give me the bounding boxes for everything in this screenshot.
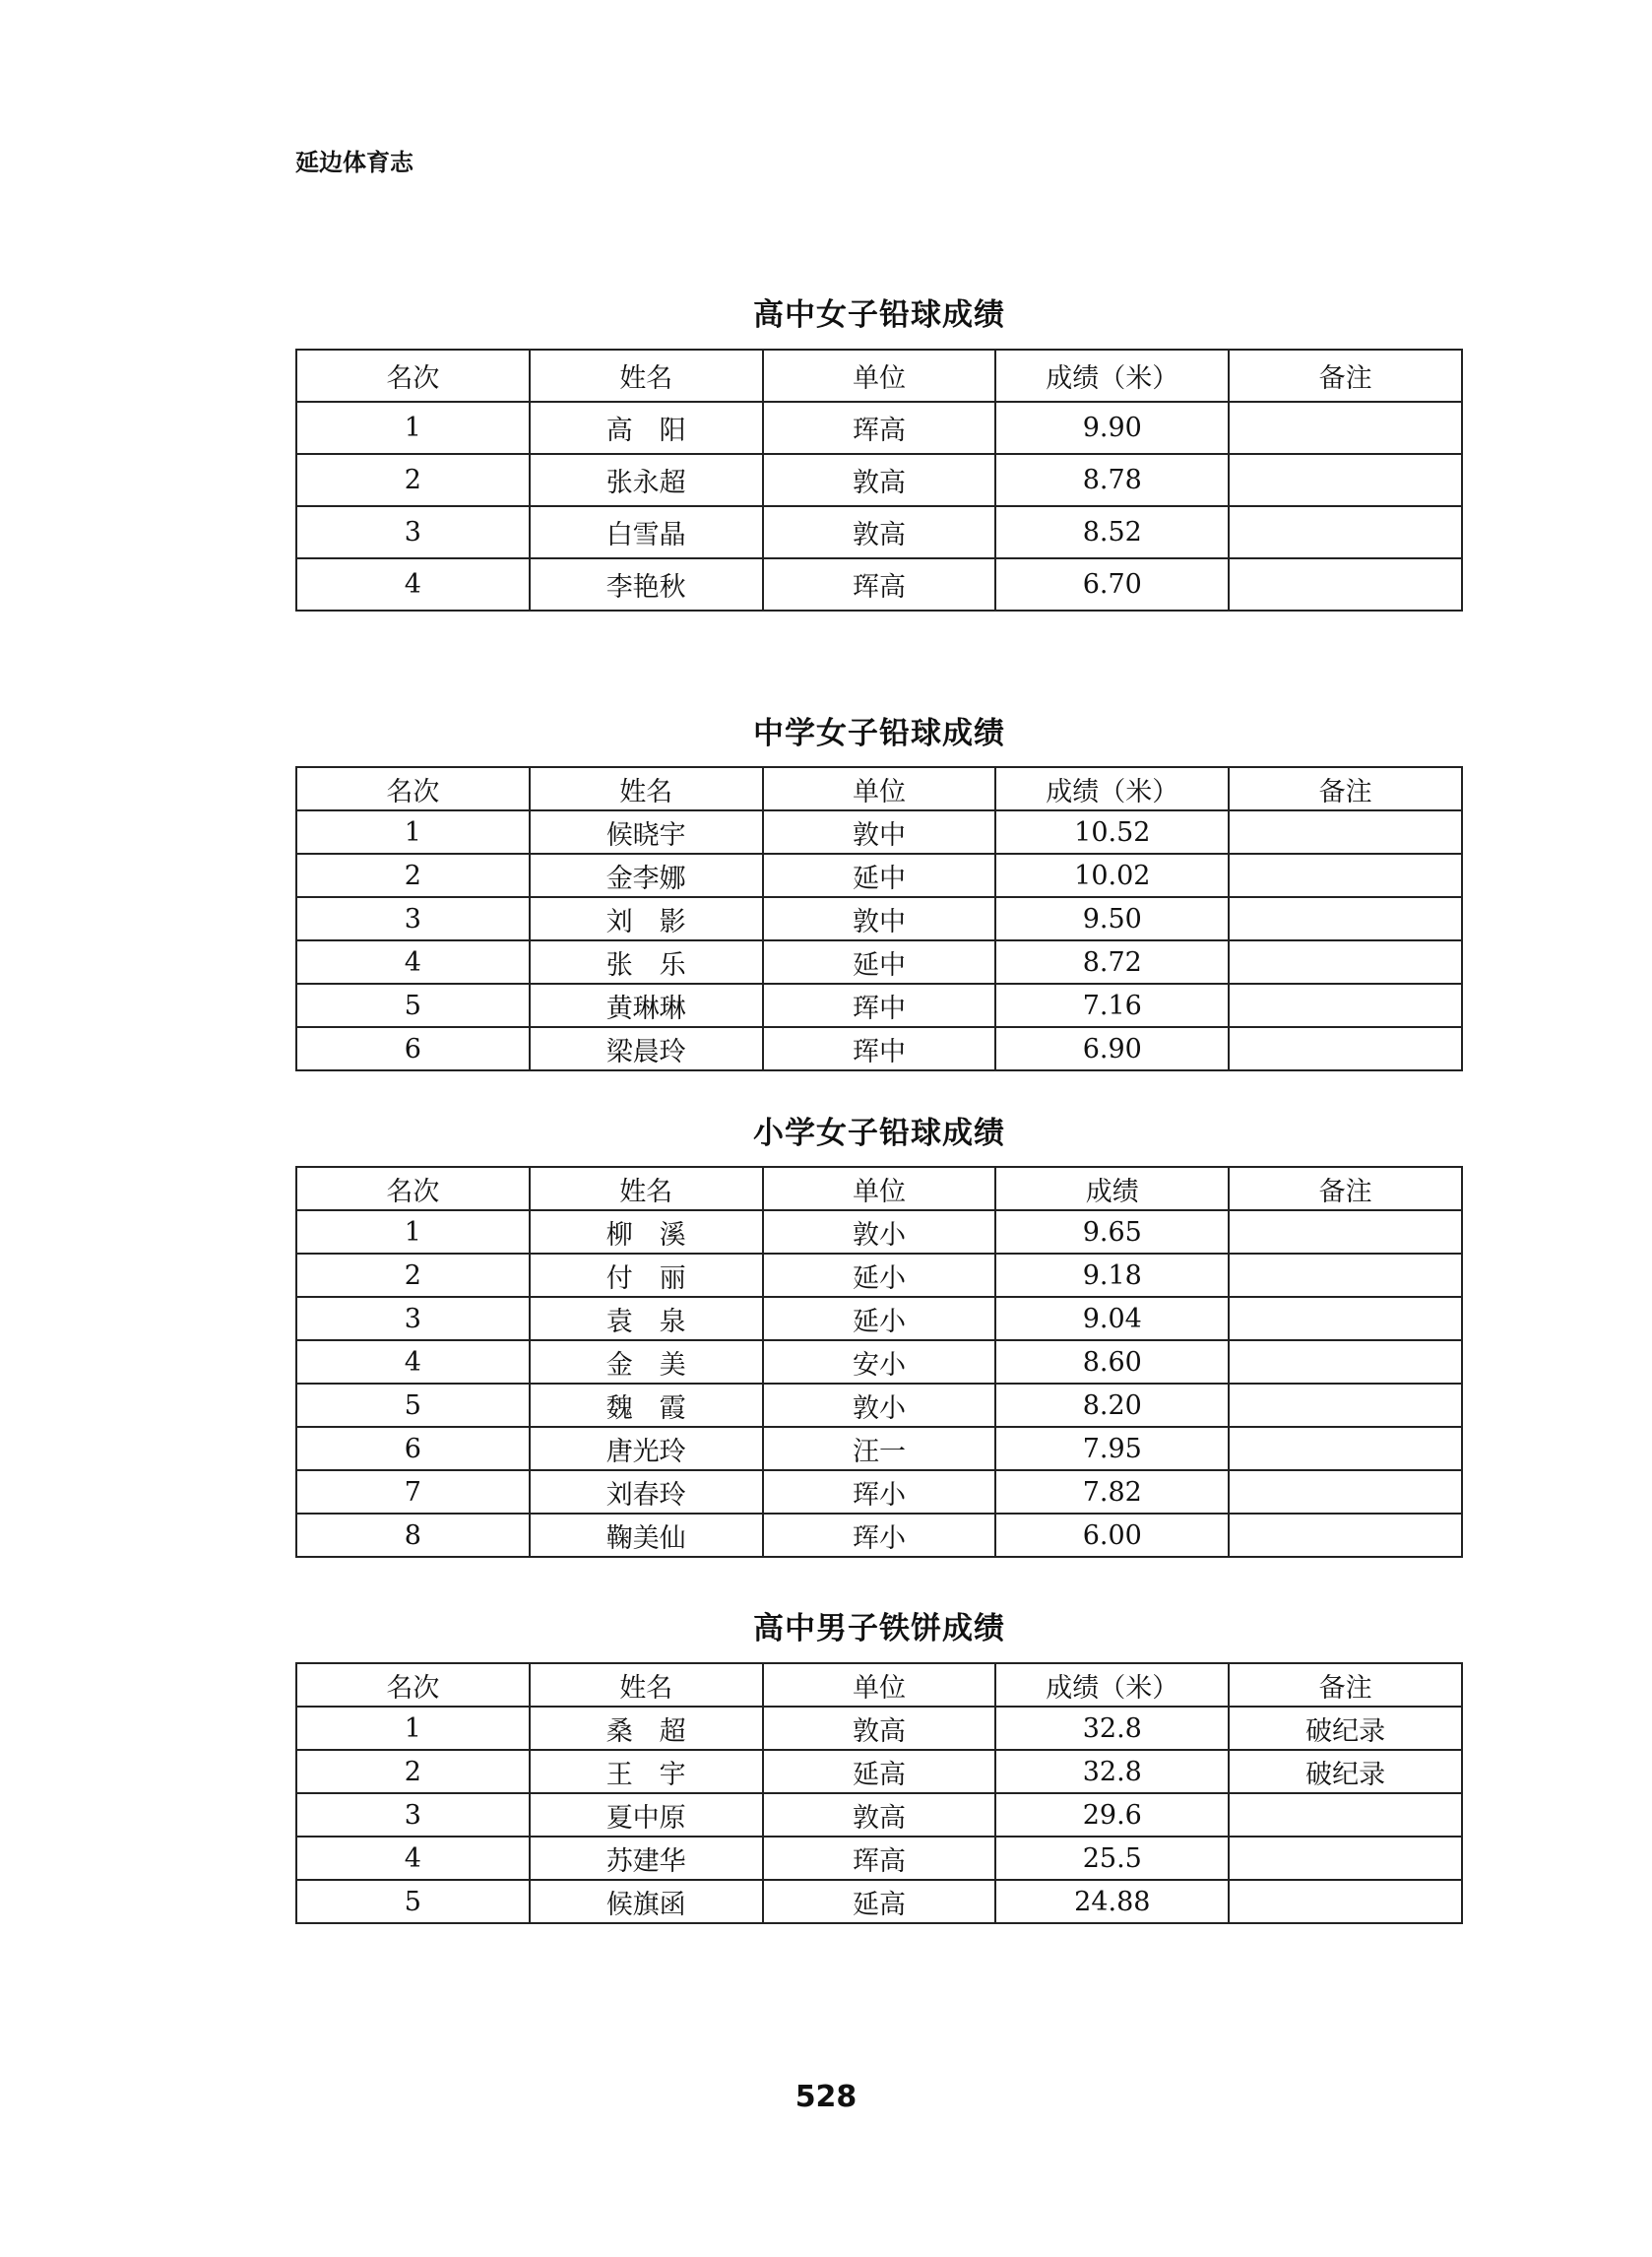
table-cell: 付 丽 [530, 1254, 763, 1297]
table-cell: 珲小 [763, 1470, 996, 1514]
table-cell: 8.60 [995, 1340, 1229, 1384]
table-header-row [296, 767, 1462, 810]
table-cell [1229, 984, 1462, 1027]
table-cell: 4 [296, 1837, 530, 1880]
table-cell: 金 美 [530, 1340, 763, 1384]
table-cell: 汪一 [763, 1427, 996, 1470]
table-cell: 延中 [763, 940, 996, 984]
table-cell: 9.65 [995, 1210, 1229, 1254]
table-cell [1229, 1254, 1462, 1297]
table-cell: 安小 [763, 1340, 996, 1384]
table-cell: 24.88 [995, 1880, 1229, 1923]
table-row [296, 454, 1462, 506]
table-cell: 敦小 [763, 1210, 996, 1254]
table-cell: 黄琳琳 [530, 984, 763, 1027]
table-cell: 6.70 [995, 558, 1229, 611]
table-row [296, 1384, 1462, 1427]
table-cell: 5 [296, 1384, 530, 1427]
table-cell: 2 [296, 1750, 530, 1793]
section-title-2: 中学女子铅球成绩 [753, 716, 1005, 751]
table-cell: 金李娜 [530, 854, 763, 897]
page-number: 528 [794, 2080, 858, 2114]
table-cell: 1 [296, 402, 530, 454]
table-row [296, 1793, 1462, 1837]
table-cell: 珲中 [763, 984, 996, 1027]
table-row [296, 940, 1462, 984]
column-header: 姓名 [530, 350, 763, 402]
table-cell: 王 宇 [530, 1750, 763, 1793]
table-row [296, 897, 1462, 940]
table-cell: 珲中 [763, 1027, 996, 1070]
table-cell: 29.6 [995, 1793, 1229, 1837]
table-cell: 柳 溪 [530, 1210, 763, 1254]
table-cell [1229, 1384, 1462, 1427]
table-header-row [296, 1167, 1462, 1210]
table-cell: 鞠美仙 [530, 1514, 763, 1557]
column-header: 备注 [1229, 1167, 1462, 1210]
results-table-3 [295, 1166, 1463, 1558]
table-cell: 6 [296, 1427, 530, 1470]
table-cell: 李艳秋 [530, 558, 763, 611]
table-cell: 候旗函 [530, 1880, 763, 1923]
table-row [296, 558, 1462, 611]
table-cell: 敦中 [763, 810, 996, 854]
table-cell [1229, 506, 1462, 558]
column-header: 备注 [1229, 767, 1462, 810]
table-cell: 刘春玲 [530, 1470, 763, 1514]
table-row [296, 810, 1462, 854]
table-cell: 10.02 [995, 854, 1229, 897]
table-cell: 5 [296, 984, 530, 1027]
table-row [296, 1427, 1462, 1470]
table-cell [1229, 1514, 1462, 1557]
table-cell: 珲小 [763, 1514, 996, 1557]
table-row [296, 402, 1462, 454]
table-cell [1229, 402, 1462, 454]
column-header: 成绩（米） [995, 1663, 1229, 1707]
column-header: 单位 [763, 1167, 996, 1210]
table-row [296, 506, 1462, 558]
column-header: 单位 [763, 1663, 996, 1707]
table-cell: 1 [296, 1707, 530, 1750]
section-title-4: 高中男子铁饼成绩 [753, 1611, 1005, 1646]
table-cell: 8 [296, 1514, 530, 1557]
table-cell: 4 [296, 940, 530, 984]
table-cell: 敦中 [763, 897, 996, 940]
table-cell: 7 [296, 1470, 530, 1514]
table-cell: 3 [296, 506, 530, 558]
table-row [296, 984, 1462, 1027]
table-cell: 敦高 [763, 454, 996, 506]
table-cell: 6.00 [995, 1514, 1229, 1557]
table-cell: 32.8 [995, 1707, 1229, 1750]
results-table-2 [295, 766, 1463, 1071]
table-cell [1229, 1427, 1462, 1470]
table-row [296, 1514, 1462, 1557]
table-cell: 敦高 [763, 1793, 996, 1837]
table-cell: 珲高 [763, 558, 996, 611]
table-cell: 刘 影 [530, 897, 763, 940]
table-header-row [296, 350, 1462, 402]
table-row [296, 1340, 1462, 1384]
table-row [296, 1254, 1462, 1297]
table-cell: 7.82 [995, 1470, 1229, 1514]
table-cell: 1 [296, 1210, 530, 1254]
running-header: 延边体育志 [295, 149, 413, 176]
table-cell [1229, 897, 1462, 940]
table-row [296, 854, 1462, 897]
table-header-row [296, 1663, 1462, 1707]
table-cell: 延小 [763, 1297, 996, 1340]
table-cell: 敦高 [763, 506, 996, 558]
table-cell: 2 [296, 1254, 530, 1297]
table-row [296, 1880, 1462, 1923]
column-header: 备注 [1229, 1663, 1462, 1707]
table-cell: 夏中原 [530, 1793, 763, 1837]
column-header: 成绩 [995, 1167, 1229, 1210]
section-title-1: 高中女子铅球成绩 [753, 297, 1005, 333]
table-row [296, 1837, 1462, 1880]
table-cell: 8.72 [995, 940, 1229, 984]
table-row [296, 1470, 1462, 1514]
table-cell [1229, 558, 1462, 611]
table-cell [1229, 1880, 1462, 1923]
table-cell: 1 [296, 810, 530, 854]
table-cell: 候晓宇 [530, 810, 763, 854]
table-cell: 3 [296, 1793, 530, 1837]
table-cell: 白雪晶 [530, 506, 763, 558]
table-cell: 4 [296, 558, 530, 611]
table-cell: 6.90 [995, 1027, 1229, 1070]
table-cell: 8.20 [995, 1384, 1229, 1427]
table-cell: 唐光玲 [530, 1427, 763, 1470]
table-cell: 25.5 [995, 1837, 1229, 1880]
table-cell: 张永超 [530, 454, 763, 506]
table-cell: 3 [296, 1297, 530, 1340]
table-cell: 延高 [763, 1880, 996, 1923]
results-table-4 [295, 1662, 1463, 1924]
column-header: 名次 [296, 767, 530, 810]
table-cell: 9.90 [995, 402, 1229, 454]
table-cell [1229, 1297, 1462, 1340]
table-row [296, 1707, 1462, 1750]
table-cell: 延中 [763, 854, 996, 897]
table-cell: 7.95 [995, 1427, 1229, 1470]
table-cell: 袁 泉 [530, 1297, 763, 1340]
table-cell: 魏 霞 [530, 1384, 763, 1427]
table-cell: 8.78 [995, 454, 1229, 506]
table-cell: 5 [296, 1880, 530, 1923]
table-cell [1229, 1837, 1462, 1880]
column-header: 成绩（米） [995, 350, 1229, 402]
table-cell: 7.16 [995, 984, 1229, 1027]
table-cell: 延小 [763, 1254, 996, 1297]
column-header: 单位 [763, 350, 996, 402]
column-header: 名次 [296, 1167, 530, 1210]
table-cell [1229, 854, 1462, 897]
table-cell: 2 [296, 454, 530, 506]
table-cell: 破纪录 [1229, 1750, 1462, 1793]
table-row [296, 1210, 1462, 1254]
column-header: 名次 [296, 1663, 530, 1707]
table-cell: 敦高 [763, 1707, 996, 1750]
table-cell: 9.50 [995, 897, 1229, 940]
table-cell: 3 [296, 897, 530, 940]
table-cell: 张 乐 [530, 940, 763, 984]
column-header: 姓名 [530, 767, 763, 810]
table-cell: 6 [296, 1027, 530, 1070]
table-cell: 32.8 [995, 1750, 1229, 1793]
column-header: 姓名 [530, 1663, 763, 1707]
table-row [296, 1027, 1462, 1070]
column-header: 成绩（米） [995, 767, 1229, 810]
column-header: 备注 [1229, 350, 1462, 402]
table-cell [1229, 1793, 1462, 1837]
results-table-1 [295, 349, 1463, 612]
column-header: 单位 [763, 767, 996, 810]
table-cell: 2 [296, 854, 530, 897]
table-cell [1229, 810, 1462, 854]
column-header: 姓名 [530, 1167, 763, 1210]
table-cell [1229, 454, 1462, 506]
table-cell: 高 阳 [530, 402, 763, 454]
table-cell: 10.52 [995, 810, 1229, 854]
table-cell: 桑 超 [530, 1707, 763, 1750]
table-cell: 破纪录 [1229, 1707, 1462, 1750]
table-cell: 珲高 [763, 402, 996, 454]
table-cell: 9.04 [995, 1297, 1229, 1340]
table-cell [1229, 1027, 1462, 1070]
table-cell [1229, 1340, 1462, 1384]
table-cell: 珲高 [763, 1837, 996, 1880]
column-header: 名次 [296, 350, 530, 402]
table-cell: 8.52 [995, 506, 1229, 558]
table-cell [1229, 1210, 1462, 1254]
table-cell [1229, 1470, 1462, 1514]
table-cell: 9.18 [995, 1254, 1229, 1297]
table-cell: 4 [296, 1340, 530, 1384]
section-title-3: 小学女子铅球成绩 [753, 1116, 1005, 1151]
table-cell: 梁晨玲 [530, 1027, 763, 1070]
table-row [296, 1297, 1462, 1340]
table-row [296, 1750, 1462, 1793]
table-cell [1229, 940, 1462, 984]
table-cell: 延高 [763, 1750, 996, 1793]
table-cell: 敦小 [763, 1384, 996, 1427]
table-cell: 苏建华 [530, 1837, 763, 1880]
